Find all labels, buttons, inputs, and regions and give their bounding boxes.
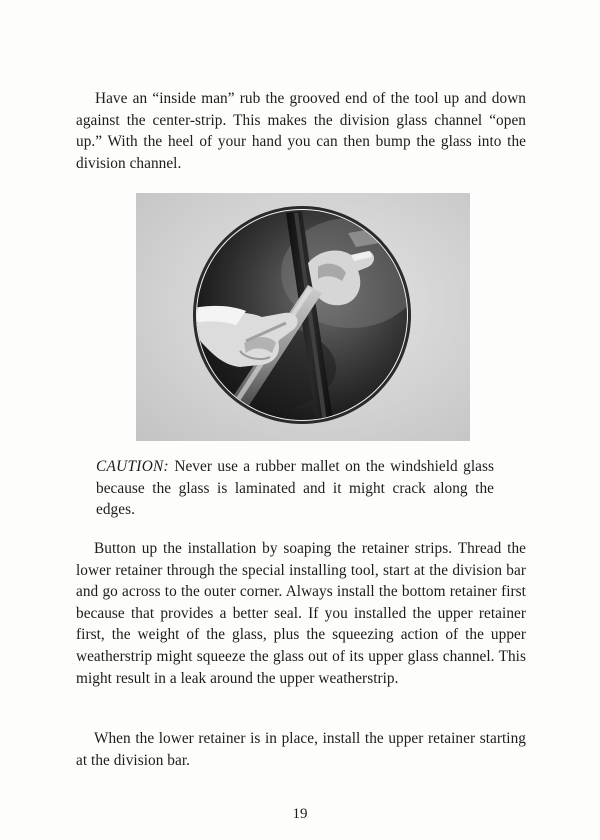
instruction-paragraph-upper-retainer: When the lower retainer is in place, install the upper retainer starting at the division bar. — [76, 730, 526, 769]
caution-text: Never use a rubber mallet on the windshield glass because the glass is laminated and it might crack along the edges. — [96, 458, 494, 519]
instruction-paragraph-retainer-strips: Button up the installation by soaping the retainer strips. Thread the lower retainer through the special installing tool, start at the division bar and go across to the outer corner. Always install the bottom retainer first because that provides a better seal. If you installed the upper retainer first, the weight of the glass, plus the squeezing action of the upper weatherstrip might squeeze the glass out of its upper glass channel. This might result in a leak around the upper weatherstrip. — [76, 540, 526, 687]
page-number: 19 — [292, 806, 308, 822]
caution-label: CAUTION: — [96, 458, 169, 475]
installation-photo — [136, 193, 470, 441]
instruction-paragraph-inside-man: Have an “inside man” rub the grooved end of the tool up and down against the center-strip. This makes the division glass channel “open up.” With the heel of your hand you can then bump the glass into the division channel. — [76, 90, 526, 172]
photo-illustration — [136, 193, 470, 441]
caution-note — [96, 456, 494, 521]
